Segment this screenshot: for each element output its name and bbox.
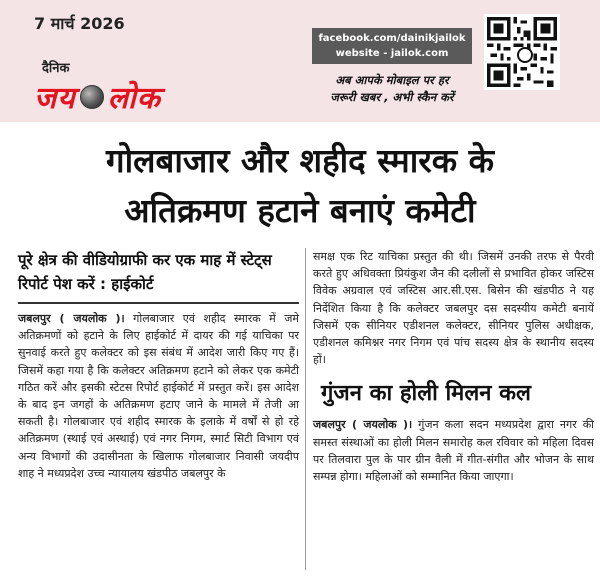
holi-headline: गुंजन का होली मिलन कल [321,381,531,407]
article-body [18,310,299,482]
scan-prompt [312,72,472,106]
article-subheadline: पूरे क्षेत्र की वीडियोग्राफी कर एक माह में स्टेट्स रिपोर्ट पेश करें : हाईकोर्ट [18,251,272,293]
website-link[interactable]: website - jailok.com [335,48,449,59]
holi-article-body [313,416,594,485]
article-continued-text: समक्ष एक रिट याचिका प्रस्तुत की थी। जिसमें उनकी तरफ से पैरवी करते हुए अधिवक्ता प्रियंकुश जैन की दलीलों से प्रभावित होकर जस्टिस विवेक अग्रवाल एवं जस्टिस आर.सी.एस. बिसेन की खंडपीठ ने यह निर्देशित किया है कि कलेक्टर जबलपुर दस सदस्यीय कमेटी बनायें जिसमें एक सीनियर एडीशनल कलेक्टर, सीनियर पुलिस अधीक्षक, एडीशनल कमिश्नर नगर निगम एवं पांच सदस्य क्षेत्र के स्थानीय सदस्य हों। [313,250,594,367]
globe-icon [80,85,104,109]
scan-prompt-line1: अब आपके मोबाइल पर हर [335,73,449,87]
holi-dateline: जबलपुर ( जयलोक )। [313,418,413,432]
social-links-box [312,28,472,64]
issue-date: 7 मार्च 2026 [34,14,125,33]
whatsapp-icon [517,47,533,63]
holi-body-text: गुंजन कला सदन मध्यप्रदेश द्वारा नगर की समस्त संस्थाओं का होली मिलन समारोह कल रविवार को महिला दिवस पर तिलवारा पुल के पार ग्रीन वैली में गीत-संगीत और भोजन के साथ सम्पन्न होगा। महिलाओं को सम्मानित किया जाएगा। [313,418,594,484]
scan-prompt-line2: जरूरी खबर , अभी स्कैन करें [330,90,454,104]
newspaper-logo [34,76,161,117]
headline-line2: अतिक्रमण हटाने बनाएं कमेटी [124,191,476,230]
article-column-right [313,248,594,485]
qr-code-icon[interactable] [484,14,560,90]
masthead [0,0,600,122]
facebook-link[interactable]: facebook.com/dainikjailok [318,33,466,44]
article-column-left [18,248,299,482]
logo-text-right: लोक [107,81,161,116]
headline-line1: गोलबाजार और शहीद स्मारक के [106,141,494,180]
article-body-text: गोलबाजार एवं शहीद स्मारक में जमे अतिक्रमणों को हटाने के लिए हाईकोर्ट में दायर की गई याचिका पर सुनवाई करते हुए कलेक्टर को इस संबंध में आदेश जारी किए गए हैं। जिसमें कहा गया है कि कलेक्टर अतिक्रमण हटाने को लेकर एक कमेटी गठित करें और इसकी स्टेटस रिपोर्ट हाईकोर्ट में प्रस्तुत करें। इस आदेश के बाद इन जगहों के अतिक्रमण हटाए जाने के मामले में तेजी आ सकती है। गोलबाजार एवं शहीद स्मारक के इलाके में वर्षों से हो रहे अतिक्रमण (स्थाई एवं अस्थाई) एवं नगर निगम, स्मार्ट सिटी विभाग एवं अन्य विभागों की उदासीनता के खिलाफ गोलबाजार निवासी जयदीप शाह ने मध्यप्रदेश उच्च न्यायालय खंडपीठ जबलपुर के [18,312,299,480]
article-dateline: जबलपुर ( जयलोक )। [18,312,125,325]
main-headline [0,136,600,236]
subheadline-divider [18,302,299,304]
logo-text-left: जय [34,81,76,116]
daily-label: दैनिक [42,61,70,76]
column-divider [305,248,306,570]
